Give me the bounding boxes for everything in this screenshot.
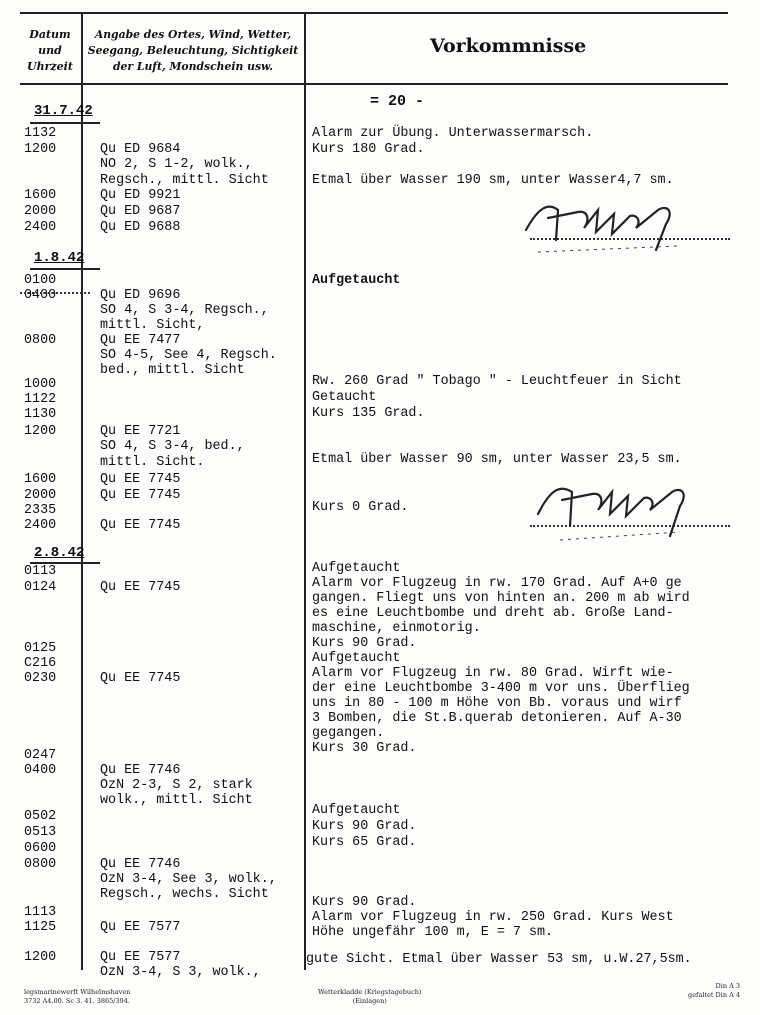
time-entry: 0800 [24, 333, 57, 348]
time-entry: 1113 [24, 905, 57, 920]
weather-entry: wolk., mittl. Sicht [100, 793, 253, 808]
time-entry: 1200 [24, 950, 57, 965]
time-entry: 0247 [24, 748, 57, 763]
event-entry: uns in 80 - 100 m Höhe von Bb. voraus und wirf [312, 696, 682, 711]
header-and-label: und [38, 44, 62, 57]
time-entry: 2000 [24, 204, 57, 219]
time-entry: 1200 [24, 142, 57, 157]
header-date-label: Datum [29, 28, 71, 41]
event-entry: gute Sicht. Etmal über Wasser 53 sm, u.W.27,5sm. [306, 952, 692, 967]
time-entry: 1200 [24, 424, 57, 439]
weather-entry: Qu EE 7746 [100, 763, 181, 778]
event-entry: Rw. 260 Grad " Tobago " - Leuchtfeuer in Sicht [312, 374, 682, 389]
footer-format-line: Din A 3 [715, 982, 740, 990]
signature-image [518, 190, 688, 270]
weather-entry: Qu ED 9688 [100, 220, 181, 235]
date-label: 1.8.42 [34, 250, 85, 266]
weather-entry: Qu ED 9921 [100, 188, 181, 203]
weather-entry: Qu EE 7745 [100, 580, 181, 595]
weather-entry: Qu ED 9696 [100, 288, 181, 303]
time-entry: 0600 [24, 841, 57, 856]
time-entry: 0502 [24, 809, 57, 824]
event-entry: Aufgetaucht [312, 803, 401, 818]
footer-form-title [318, 988, 421, 1006]
date-label: 31.7.42 [34, 103, 93, 119]
time-entry: 1130 [24, 407, 57, 422]
event-entry: maschine, einmotorig. [312, 621, 481, 636]
event-entry: Kurs 180 Grad. [312, 142, 425, 157]
event-entry: Alarm vor Flugzeug in rw. 170 Grad. Auf A+0 ge [312, 576, 682, 591]
time-entry: 0125 [24, 641, 57, 656]
header-events: Vorkommnisse [430, 35, 587, 57]
time-entry: 0800 [24, 857, 57, 872]
event-entry: gegangen. [312, 726, 385, 741]
footer-printer-line: legsmarinewerft Wilhelmshaven [24, 988, 131, 996]
time-entry: 1122 [24, 392, 57, 407]
time-entry: 0513 [24, 825, 57, 840]
time-entry: 1132 [24, 126, 57, 141]
time-entry: 2400 [24, 518, 57, 533]
footer-format-line: gefaltet Din A 4 [688, 991, 740, 999]
event-entry: Kurs 135 Grad. [312, 406, 425, 421]
page-number: = 20 - [370, 93, 425, 110]
event-entry: Alarm vor Flugzeug in rw. 80 Grad. Wirft wie- [312, 666, 674, 681]
event-entry: Aufgetaucht [312, 561, 401, 576]
weather-entry: bed., mittl. Sicht [100, 363, 245, 378]
time-entry: 2000 [24, 488, 57, 503]
weather-entry: mittl. Sicht. [100, 455, 205, 470]
weather-entry: Regsch., mittl. Sicht [100, 173, 269, 188]
weather-entry: SO 4, S 3-4, Regsch., [100, 303, 269, 318]
weather-entry: OzN 3-4, See 3, wolk., [100, 872, 277, 887]
event-entry: Etmal über Wasser 190 sm, unter Wasser4,7 sm. [312, 173, 674, 188]
header-weather-line-2: Seegang, Beleuchtung, Sichtigkeit [87, 44, 299, 57]
time-entry: 0400 [24, 763, 57, 778]
event-entry: Aufgetaucht [312, 273, 401, 288]
weather-entry: Qu EE 7721 [100, 424, 181, 439]
weather-entry: OzN 3-4, S 3, wolk., [100, 965, 261, 980]
footer-form-line: (Einlagen) [352, 997, 387, 1005]
footer-printer-line: 3732 A4.00. Sc 3. 41. 3865/394. [24, 997, 130, 1005]
time-entry: 2335 [24, 503, 57, 518]
event-entry: Kurs 0 Grad. [312, 500, 409, 515]
event-entry: der eine Leuchtbombe 3-400 m vor uns. Überflieg [312, 681, 690, 696]
event-entry: Kurs 90 Grad. [312, 819, 417, 834]
footer-paper-format [660, 982, 740, 1000]
time-entry: 0230 [24, 671, 57, 686]
column-divider-1 [81, 12, 83, 970]
event-entry: Alarm zur Übung. Unterwassermarsch. [312, 126, 594, 141]
event-entry: Kurs 65 Grad. [312, 835, 417, 850]
time-entry: 1600 [24, 472, 57, 487]
time-entry: 0100 [24, 273, 57, 288]
footer-form-line: Wetterkladde (Kriegstagebuch) [318, 988, 422, 996]
weather-entry: Qu EE 7577 [100, 920, 181, 935]
time-entry: 0400 [24, 288, 57, 303]
weather-entry: Qu ED 9687 [100, 204, 181, 219]
time-entry: 1600 [24, 188, 57, 203]
weather-entry: Qu EE 7745 [100, 671, 181, 686]
time-entry: 1000 [24, 377, 57, 392]
weather-entry: Regsch., wechs. Sicht [100, 887, 269, 902]
time-entry: C216 [24, 656, 57, 671]
footer-printer-info [24, 988, 130, 1006]
date-label: 2.8.42 [34, 545, 85, 561]
event-entry: gangen. Fliegt uns von hinten an. 200 m ab wird [312, 591, 690, 606]
weather-entry: NO 2, S 1-2, wolk., [100, 157, 253, 172]
header-weather-line-1: Angabe des Ortes, Wind, Wetter, [94, 28, 292, 41]
weather-entry: SO 4, S 3-4, bed., [100, 439, 245, 454]
event-entry: Kurs 90 Grad. [312, 636, 417, 651]
weather-entry: Qu ED 9684 [100, 142, 181, 157]
time-entry: 2400 [24, 220, 57, 235]
time-entry: 0124 [24, 580, 57, 595]
header-time-label: Uhrzeit [27, 60, 73, 73]
time-entry: 0113 [24, 564, 57, 579]
event-entry: Kurs 90 Grad. [312, 895, 417, 910]
time-entry: 1125 [24, 920, 57, 935]
weather-entry: mittl. Sicht, [100, 318, 205, 333]
weather-entry: Qu EE 7745 [100, 518, 181, 533]
event-entry: Etmal über Wasser 90 sm, unter Wasser 23,5 sm. [312, 452, 682, 467]
signature-image [530, 470, 700, 560]
event-entry: Aufgetaucht [312, 651, 401, 666]
weather-entry: Qu EE 7746 [100, 857, 181, 872]
event-entry: Kurs 30 Grad. [312, 741, 417, 756]
weather-entry: Qu EE 7577 [100, 950, 181, 965]
event-entry: Getaucht [312, 390, 377, 405]
event-entry: 3 Bomben, die St.B.querab detonieren. Auf A-30 [312, 711, 682, 726]
weather-entry: Qu EE 7745 [100, 472, 181, 487]
event-entry: es eine Leuchtbombe und dreht ab. Große Land- [312, 606, 674, 621]
header-weather-line-3: der Luft, Mondschein usw. [113, 60, 273, 73]
weather-entry: Qu EE 7745 [100, 488, 181, 503]
signature-line [20, 292, 90, 294]
weather-entry: OzN 2-3, S 2, stark [100, 778, 253, 793]
event-entry: Höhe ungefähr 100 m, E = 7 sm. [312, 925, 554, 940]
weather-entry: SO 4-5, See 4, Regsch. [100, 348, 277, 363]
event-entry: Alarm vor Flugzeug in rw. 250 Grad. Kurs West [312, 910, 674, 925]
weather-entry: Qu EE 7477 [100, 333, 181, 348]
column-divider-2 [304, 12, 306, 970]
